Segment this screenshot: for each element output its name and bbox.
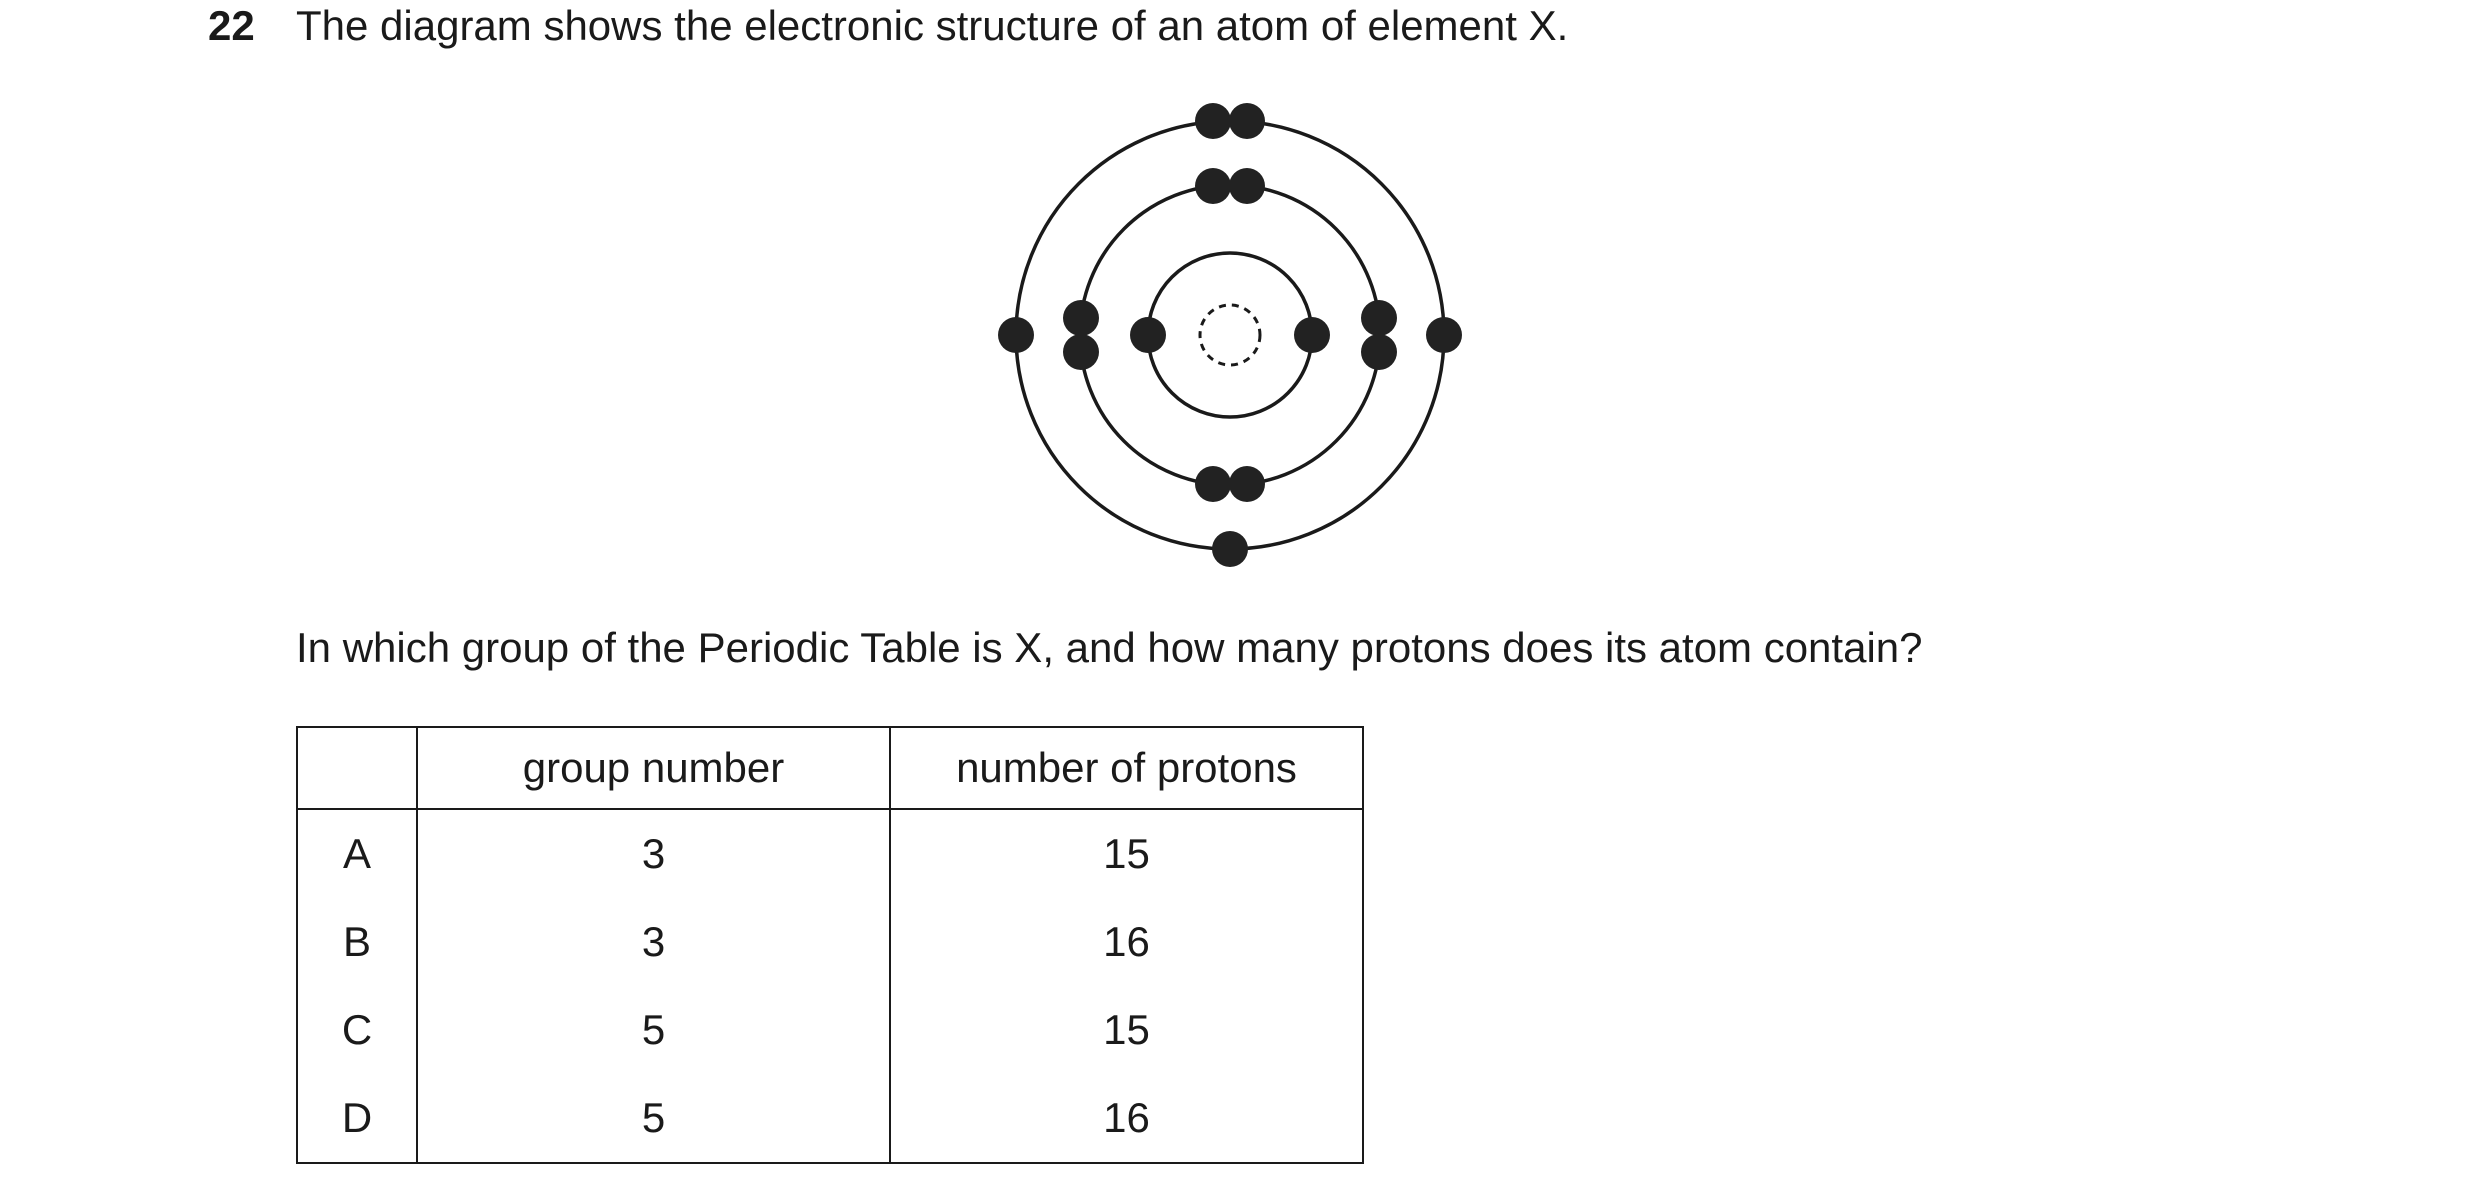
electron: [1130, 317, 1166, 353]
question-text: The diagram shows the electronic structure of an atom of element X.: [296, 2, 1569, 49]
nucleus: [1200, 305, 1260, 365]
question-prompt: In which group of the Periodic Table is X, and how many protons does its atom contain?: [296, 624, 1923, 671]
electron: [1294, 317, 1330, 353]
question-number: 22: [208, 2, 255, 49]
header-number-of-protons: number of protons: [890, 727, 1363, 809]
shell-2: [1080, 185, 1380, 485]
table-row: [297, 809, 1363, 898]
electron: [1229, 168, 1265, 204]
option-letter: B: [297, 898, 417, 986]
electron: [1426, 317, 1462, 353]
option-letter: D: [297, 1074, 417, 1163]
electron: [998, 317, 1034, 353]
table-header-row: [297, 727, 1363, 809]
header-option: [297, 727, 417, 809]
option-letter: C: [297, 986, 417, 1074]
protons-cell: 15: [890, 986, 1363, 1074]
electron: [1229, 466, 1265, 502]
group-number-cell: 3: [417, 898, 890, 986]
group-number-cell: 3: [417, 809, 890, 898]
electron: [1063, 300, 1099, 336]
electron: [1195, 168, 1231, 204]
header-group-number: group number: [417, 727, 890, 809]
table-row: [297, 898, 1363, 986]
table-row: [297, 986, 1363, 1074]
protons-cell: 15: [890, 809, 1363, 898]
answer-options-table: [296, 726, 1364, 1164]
option-letter: A: [297, 809, 417, 898]
protons-cell: 16: [890, 898, 1363, 986]
electron: [1361, 334, 1397, 370]
electron: [1063, 334, 1099, 370]
group-number-cell: 5: [417, 1074, 890, 1163]
electron: [1195, 103, 1231, 139]
electron: [1229, 103, 1265, 139]
shell-1: [1148, 253, 1312, 417]
table-row: [297, 1074, 1363, 1163]
electron: [1361, 300, 1397, 336]
atom-electron-shell-diagram: [980, 90, 1480, 590]
electron: [1212, 531, 1248, 567]
group-number-cell: 5: [417, 986, 890, 1074]
electron: [1195, 466, 1231, 502]
protons-cell: 16: [890, 1074, 1363, 1163]
